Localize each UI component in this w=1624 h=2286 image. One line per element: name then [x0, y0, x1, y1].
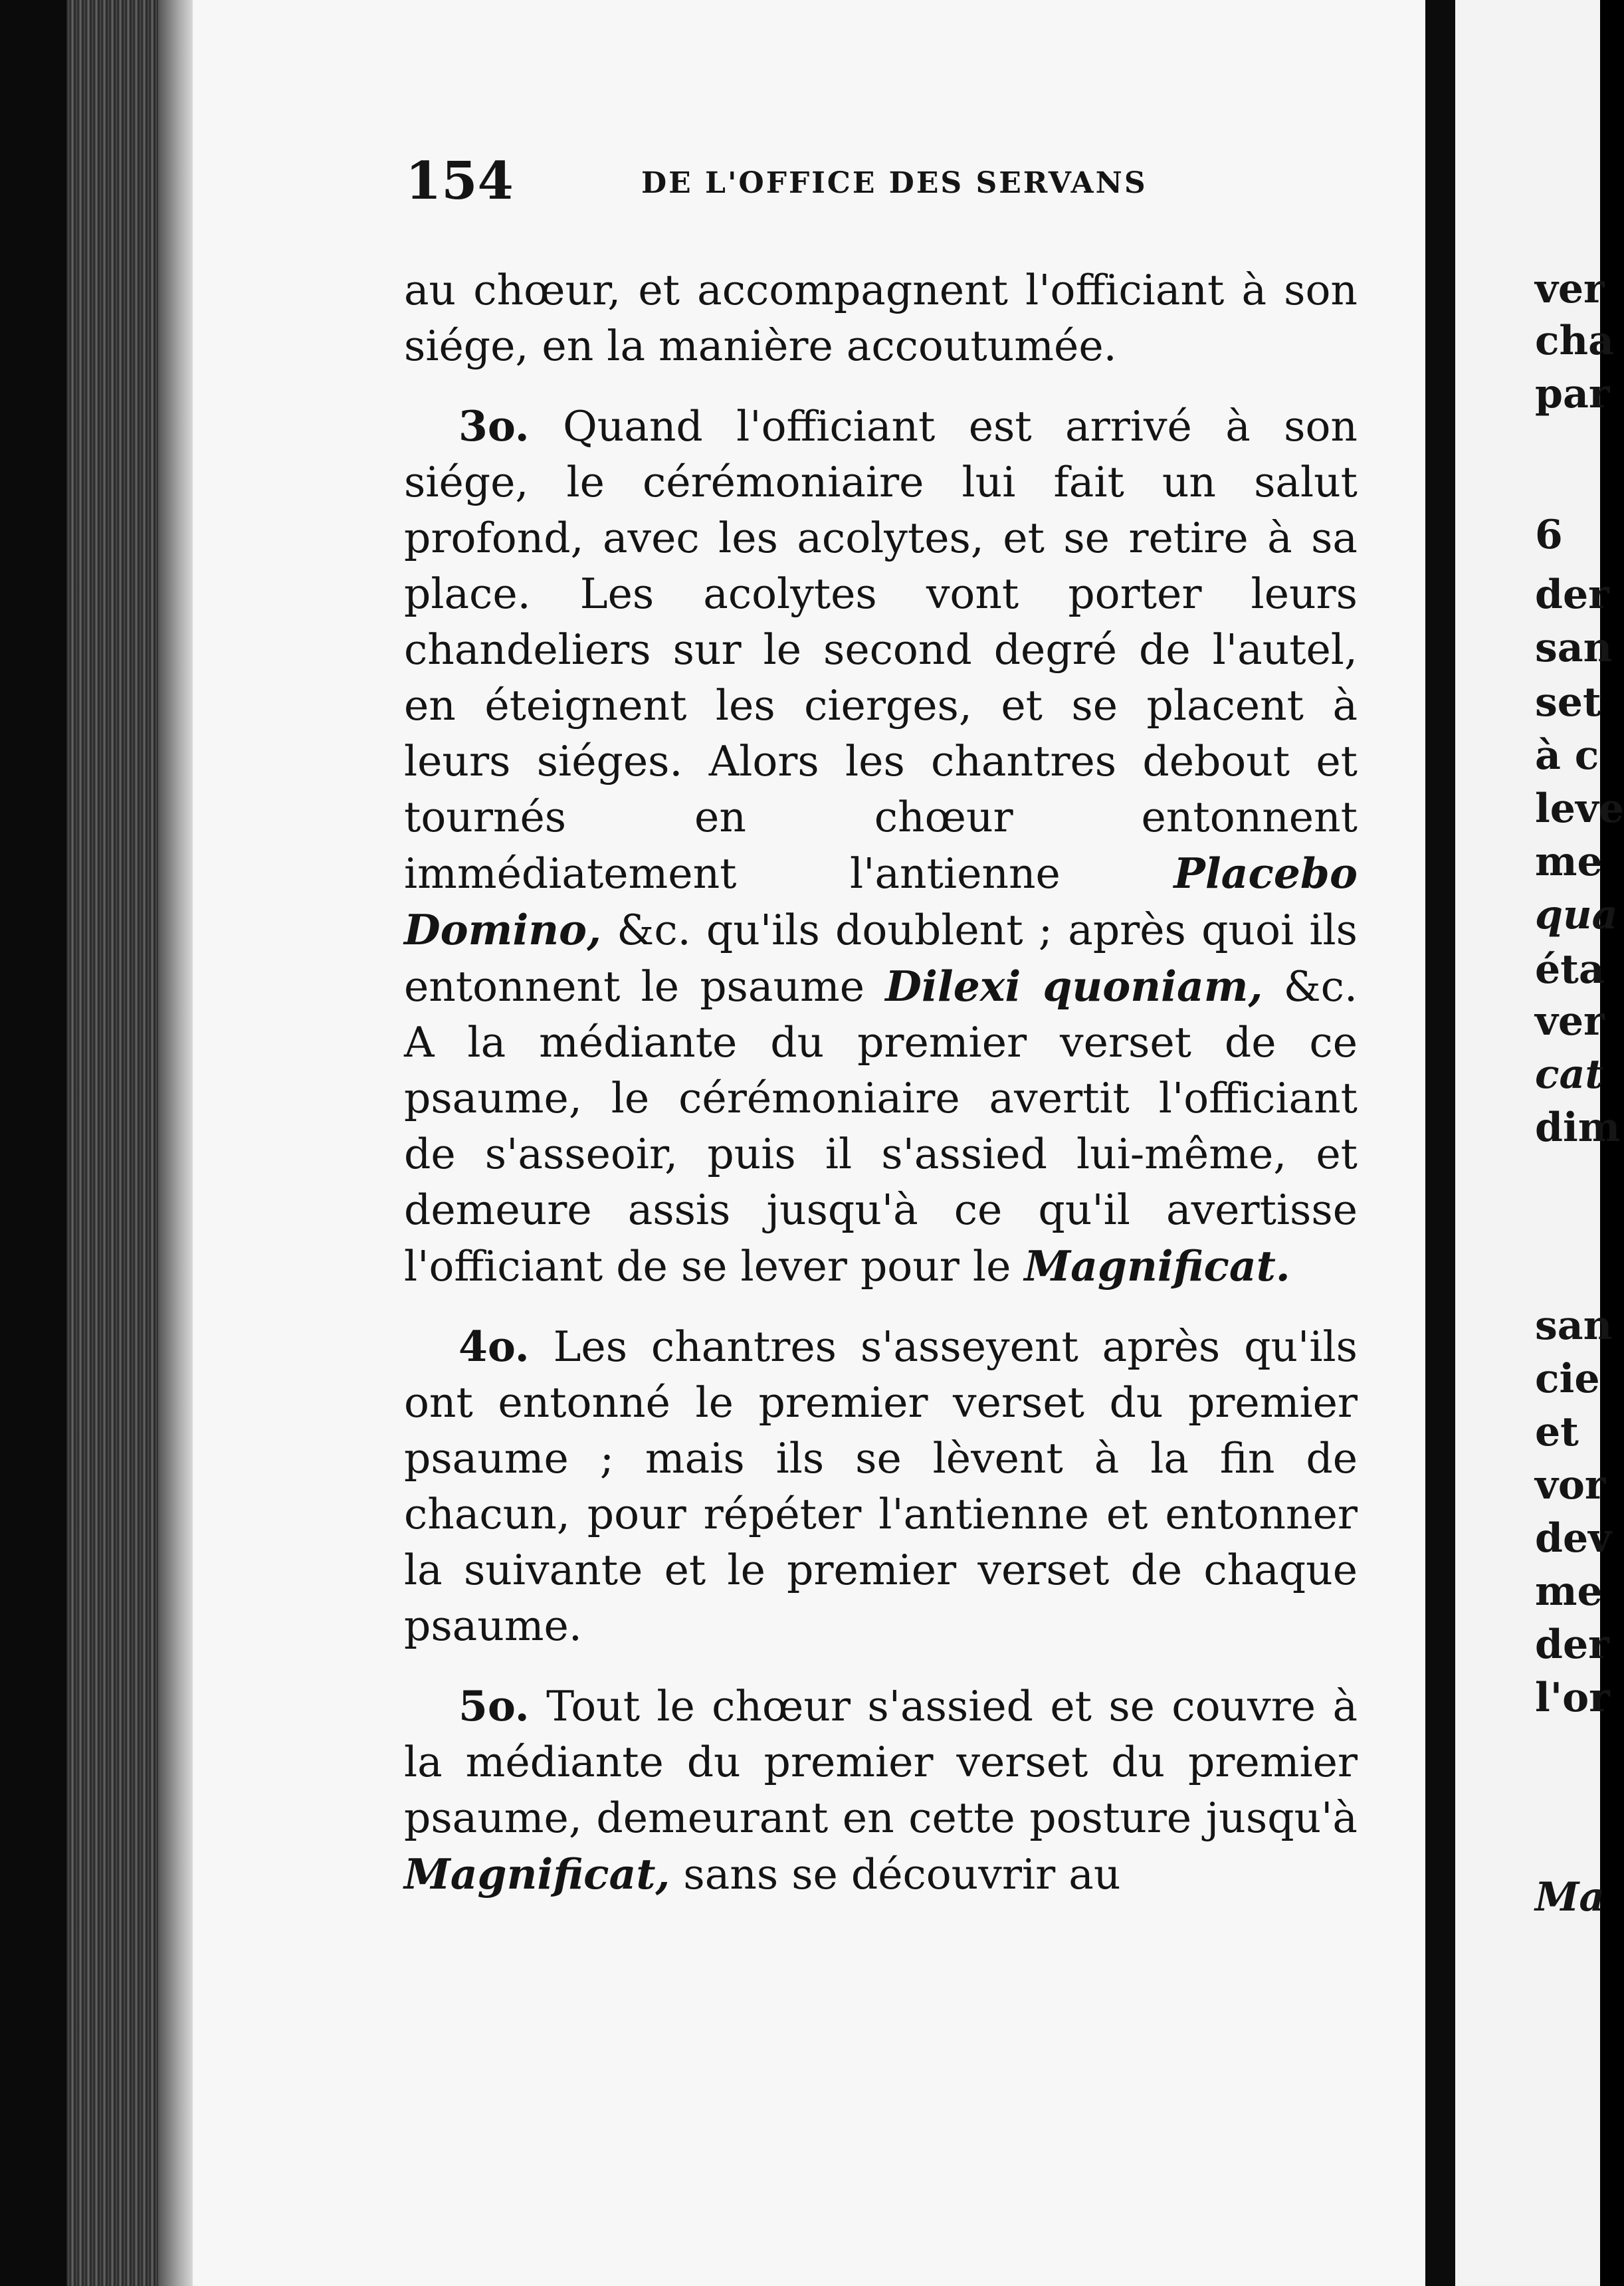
- page-body: [404, 262, 1358, 1926]
- facing-page-line: qua: [1535, 892, 1618, 938]
- facing-page-line: Ma: [1535, 1874, 1605, 1921]
- facing-page-line: cha: [1535, 318, 1615, 364]
- running-title: DE L'OFFICE DES SERVANS: [641, 166, 1148, 200]
- facing-page-line: dev: [1535, 1515, 1611, 1562]
- page-header: [405, 152, 1209, 211]
- facing-page-line: dim: [1535, 1104, 1621, 1151]
- facing-page-line: san: [1535, 625, 1613, 671]
- paragraph-text: Quand l'officiant est arrivé à son siége, le cérémoniaire lui fait un salut profond, avec les acolytes, et se retire à sa place. Les acolytes vont porter leurs chandeliers sur le second degré de l'autel, en éteignent les cierges, et se placent à leurs siéges. Alors les chantres debout et tournés en chœur entonnent immédiatement l'antienne: [404, 402, 1358, 898]
- paragraph-text: Les chantres s'asseyent après qu'ils ont entonné le premier verset du premier psaume ; mais ils se lèvent à la fin de chacun, pour répéter l'antienne et entonner la suivante et le premier verset de chaque psaume.: [404, 1322, 1358, 1650]
- facing-page-line: set: [1535, 679, 1601, 726]
- binding-shadow: [158, 0, 193, 2286]
- facing-page-line: à c: [1535, 732, 1599, 779]
- facing-page-line: der: [1535, 572, 1609, 618]
- gutter-shadow: [1425, 0, 1455, 2286]
- paragraph-3: [404, 398, 1358, 1295]
- facing-page-line: l'or: [1535, 1675, 1610, 1721]
- paragraph-4: [404, 1318, 1358, 1654]
- facing-page-line: san: [1535, 1302, 1613, 1349]
- paragraph-number: 3o.: [458, 401, 530, 451]
- paragraph-text: au chœur, et accompagnent l'officiant à son siége, en la manière accoutumée.: [404, 266, 1358, 370]
- facing-page-line: par: [1535, 371, 1610, 417]
- page-number: 154: [405, 151, 514, 211]
- facing-page-line: et: [1535, 1409, 1579, 1455]
- italic-title: Dilexi quoniam,: [885, 962, 1263, 1011]
- facing-page-line: me: [1535, 839, 1603, 885]
- paragraph-number: 4o.: [458, 1322, 530, 1371]
- facing-page-line: ver: [1535, 998, 1605, 1045]
- paragraph-text: sans se découvrir au: [670, 1850, 1121, 1899]
- facing-page-line: leve: [1535, 785, 1624, 832]
- facing-page-line: éta: [1535, 946, 1605, 993]
- paragraph-text: Tout le chœur s'assied et se couvre à la médiante du premier verset du premier psaume, demeurant en cette posture jusqu'à: [404, 1682, 1358, 1842]
- facing-page-line: ver: [1535, 266, 1605, 312]
- italic-title: Magnificat,: [404, 1849, 670, 1899]
- paragraph-continuation: [404, 262, 1358, 374]
- paragraph-number: 5o.: [458, 1681, 530, 1730]
- paragraph-text: &c. qu'ils doublent ; après quoi ils entonnent le psaume: [404, 906, 1358, 1011]
- outer-dark-edge: [0, 0, 66, 2286]
- paragraph-text: &c. A la médiante du premier verset de ce psaume, le cérémoniaire avertit l'officiant de s'asseoir, puis il s'assied lui-même, et demeure assis jusqu'à ce qu'il avertisse l'officiant de se lever pour le: [404, 962, 1358, 1291]
- italic-title: Magnificat.: [1024, 1241, 1290, 1291]
- italic-title: Placebo Domino,: [404, 849, 1358, 954]
- facing-page-line: me: [1535, 1568, 1603, 1615]
- facing-page-line: der: [1535, 1621, 1609, 1668]
- facing-page-line: vor: [1535, 1462, 1606, 1508]
- facing-page-line: 6: [1535, 512, 1563, 558]
- facing-page-line: cie: [1535, 1356, 1600, 1402]
- paragraph-5: [404, 1678, 1358, 1903]
- facing-page-line: cat: [1535, 1051, 1604, 1098]
